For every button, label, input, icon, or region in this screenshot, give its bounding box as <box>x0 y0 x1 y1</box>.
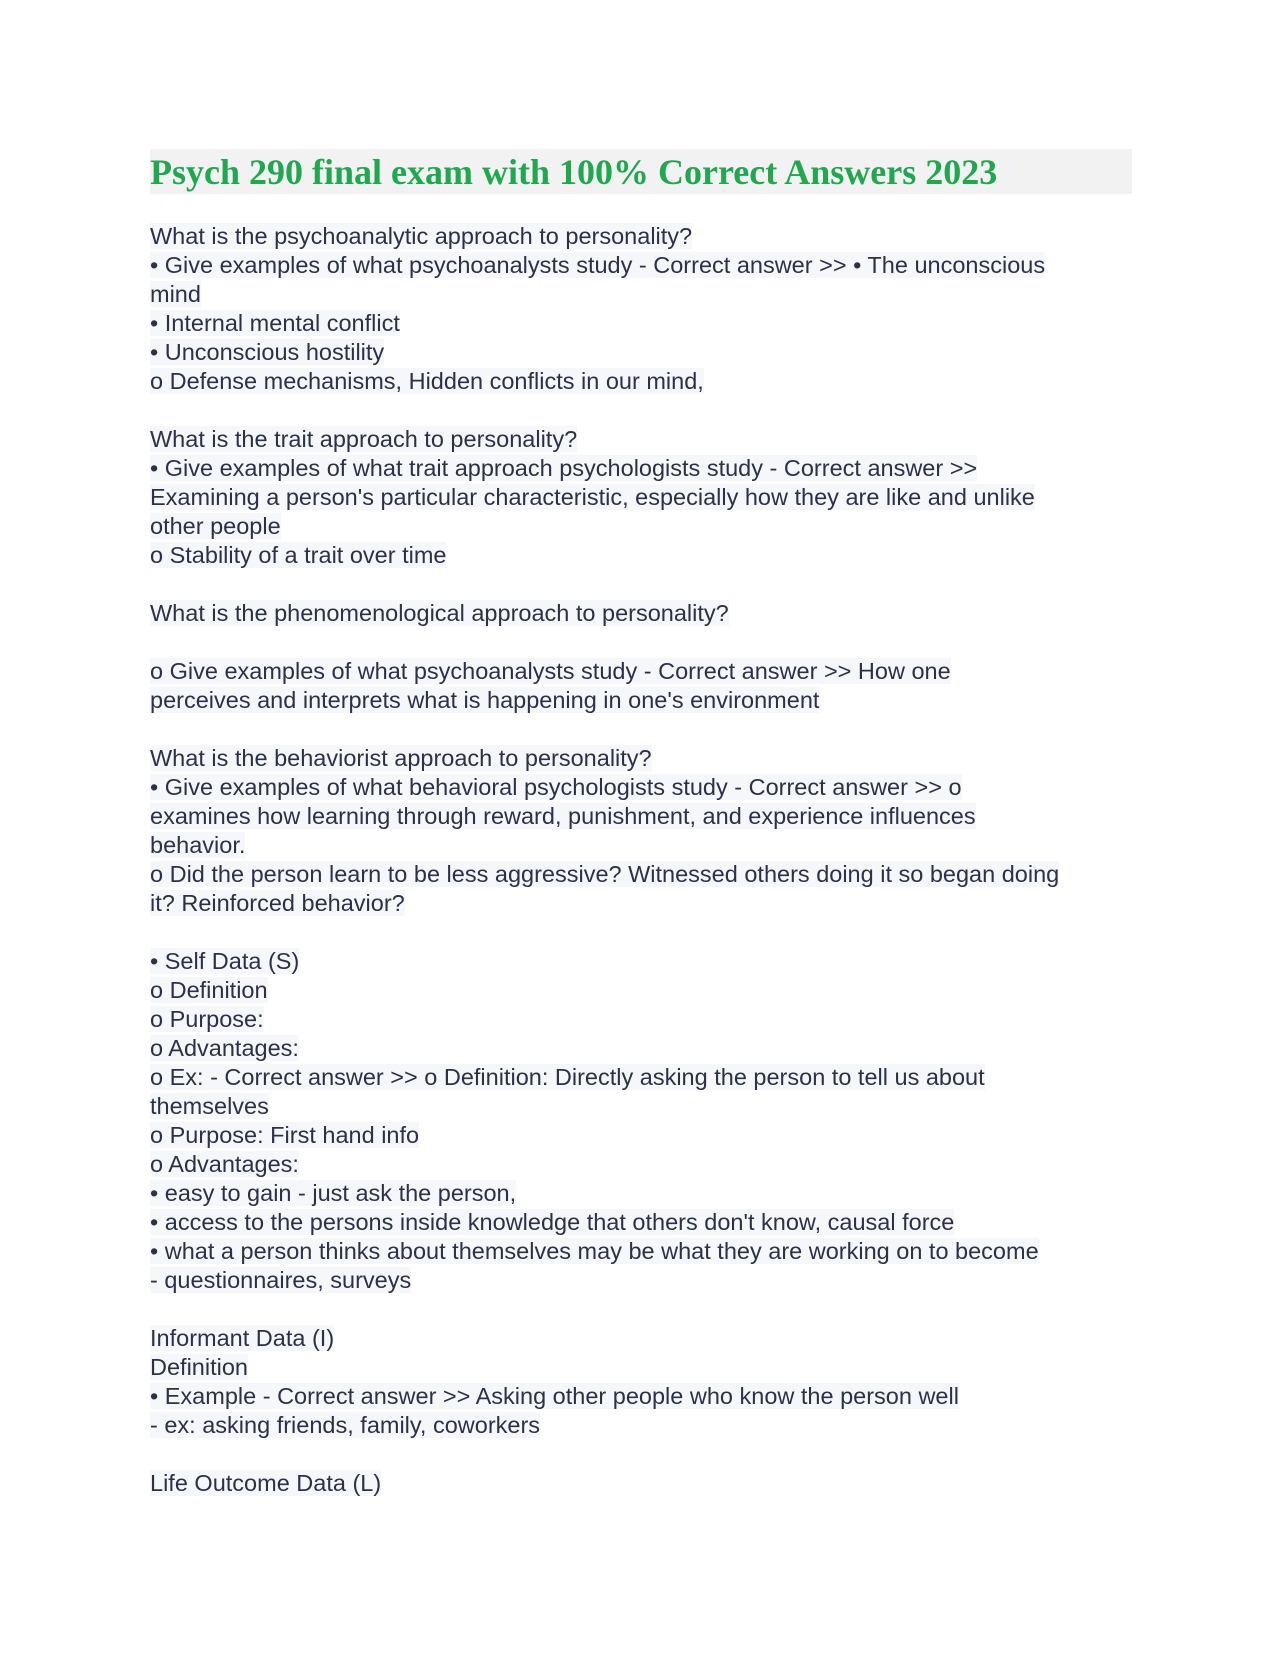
text-line <box>150 802 1140 831</box>
text-line-content: it? Reinforced behavior? <box>150 890 405 916</box>
text-line <box>150 309 1140 338</box>
text-line-content: o Purpose: First hand info <box>150 1122 420 1148</box>
text-line-content: behavior. <box>150 832 246 858</box>
document-body <box>150 222 1140 1527</box>
text-line <box>150 976 1140 1005</box>
text-line-content: other people <box>150 513 281 539</box>
text-line <box>150 686 1140 715</box>
text-line-content: What is the behaviorist approach to personality? <box>150 745 652 771</box>
text-line <box>150 280 1140 309</box>
text-line-content: What is the trait approach to personality? <box>150 426 578 452</box>
text-line-content: • Self Data (S) <box>150 948 300 974</box>
text-line <box>150 947 1140 976</box>
text-line <box>150 1150 1140 1179</box>
text-line-content: perceives and interprets what is happening in one's environment <box>150 687 820 713</box>
text-line <box>150 338 1140 367</box>
text-line <box>150 889 1140 918</box>
text-line <box>150 860 1140 889</box>
text-line <box>150 1237 1140 1266</box>
text-line <box>150 1208 1140 1237</box>
qa-block <box>150 947 1140 1295</box>
text-line <box>150 744 1140 773</box>
text-line <box>150 1382 1140 1411</box>
text-line-content: • what a person thinks about themselves may be what they are working on to become <box>150 1238 1039 1264</box>
text-line <box>150 773 1140 802</box>
text-line <box>150 541 1140 570</box>
text-line-content: • Give examples of what behavioral psychologists study - Correct answer >> o <box>150 774 962 800</box>
text-line <box>150 367 1140 396</box>
text-line-content: themselves <box>150 1093 269 1119</box>
text-line <box>150 1411 1140 1440</box>
text-line <box>150 657 1140 686</box>
qa-block <box>150 744 1140 918</box>
text-line <box>150 1324 1140 1353</box>
text-line <box>150 425 1140 454</box>
text-line-content: o Stability of a trait over time <box>150 542 447 568</box>
qa-block <box>150 425 1140 570</box>
text-line-content: o Advantages: <box>150 1151 299 1177</box>
text-line-content: o Defense mechanisms, Hidden conflicts in our mind, <box>150 368 704 394</box>
text-line <box>150 1034 1140 1063</box>
text-line-content: • Give examples of what psychoanalysts study - Correct answer >> • The unconscious <box>150 252 1046 278</box>
text-line <box>150 483 1140 512</box>
qa-block <box>150 222 1140 396</box>
qa-block <box>150 657 1140 715</box>
text-line <box>150 1266 1140 1295</box>
document-title: Psych 290 final exam with 100% Correct Answers 2023 <box>150 152 998 192</box>
text-line-content: o Definition <box>150 977 268 1003</box>
text-line-content: o Give examples of what psychoanalysts study - Correct answer >> How one <box>150 658 951 684</box>
text-line-content: What is the phenomenological approach to personality? <box>150 600 729 626</box>
text-line-content: • easy to gain - just ask the person, <box>150 1180 517 1206</box>
text-line-content: o Advantages: <box>150 1035 299 1061</box>
text-line-content: o Did the person learn to be less aggressive? Witnessed others doing it so began doing <box>150 861 1060 887</box>
text-line <box>150 1005 1140 1034</box>
text-line-content: mind <box>150 281 201 307</box>
text-line <box>150 831 1140 860</box>
text-line-content: What is the psychoanalytic approach to personality? <box>150 223 693 249</box>
text-line <box>150 222 1140 251</box>
text-line <box>150 454 1140 483</box>
text-line-content: • Example - Correct answer >> Asking other people who know the person well <box>150 1383 959 1409</box>
text-line <box>150 1353 1140 1382</box>
qa-block <box>150 1469 1140 1498</box>
text-line-content: - ex: asking friends, family, coworkers <box>150 1412 541 1438</box>
text-line-content: o Ex: - Correct answer >> o Definition: Directly asking the person to tell us about <box>150 1064 985 1090</box>
text-line-content: Informant Data (I) <box>150 1325 335 1351</box>
text-line <box>150 251 1140 280</box>
text-line-content: • Unconscious hostility <box>150 339 385 365</box>
text-line <box>150 1063 1140 1092</box>
text-line-content: Definition <box>150 1354 248 1380</box>
text-line <box>150 1092 1140 1121</box>
text-line-content: • Internal mental conflict <box>150 310 400 336</box>
text-line <box>150 1121 1140 1150</box>
text-line-content: Examining a person's particular characteristic, especially how they are like and unlike <box>150 484 1035 510</box>
text-line-content: Life Outcome Data (L) <box>150 1470 382 1496</box>
text-line <box>150 1469 1140 1498</box>
text-line <box>150 599 1140 628</box>
text-line <box>150 1179 1140 1208</box>
text-line <box>150 512 1140 541</box>
text-line-content: - questionnaires, surveys <box>150 1267 412 1293</box>
text-line-content: • Give examples of what trait approach psychologists study - Correct answer >> <box>150 455 978 481</box>
text-line-content: examines how learning through reward, punishment, and experience influences <box>150 803 976 829</box>
text-line-content: o Purpose: <box>150 1006 264 1032</box>
text-line-content: • access to the persons inside knowledge that others don't know, causal force <box>150 1209 955 1235</box>
qa-block <box>150 599 1140 628</box>
qa-block <box>150 1324 1140 1440</box>
